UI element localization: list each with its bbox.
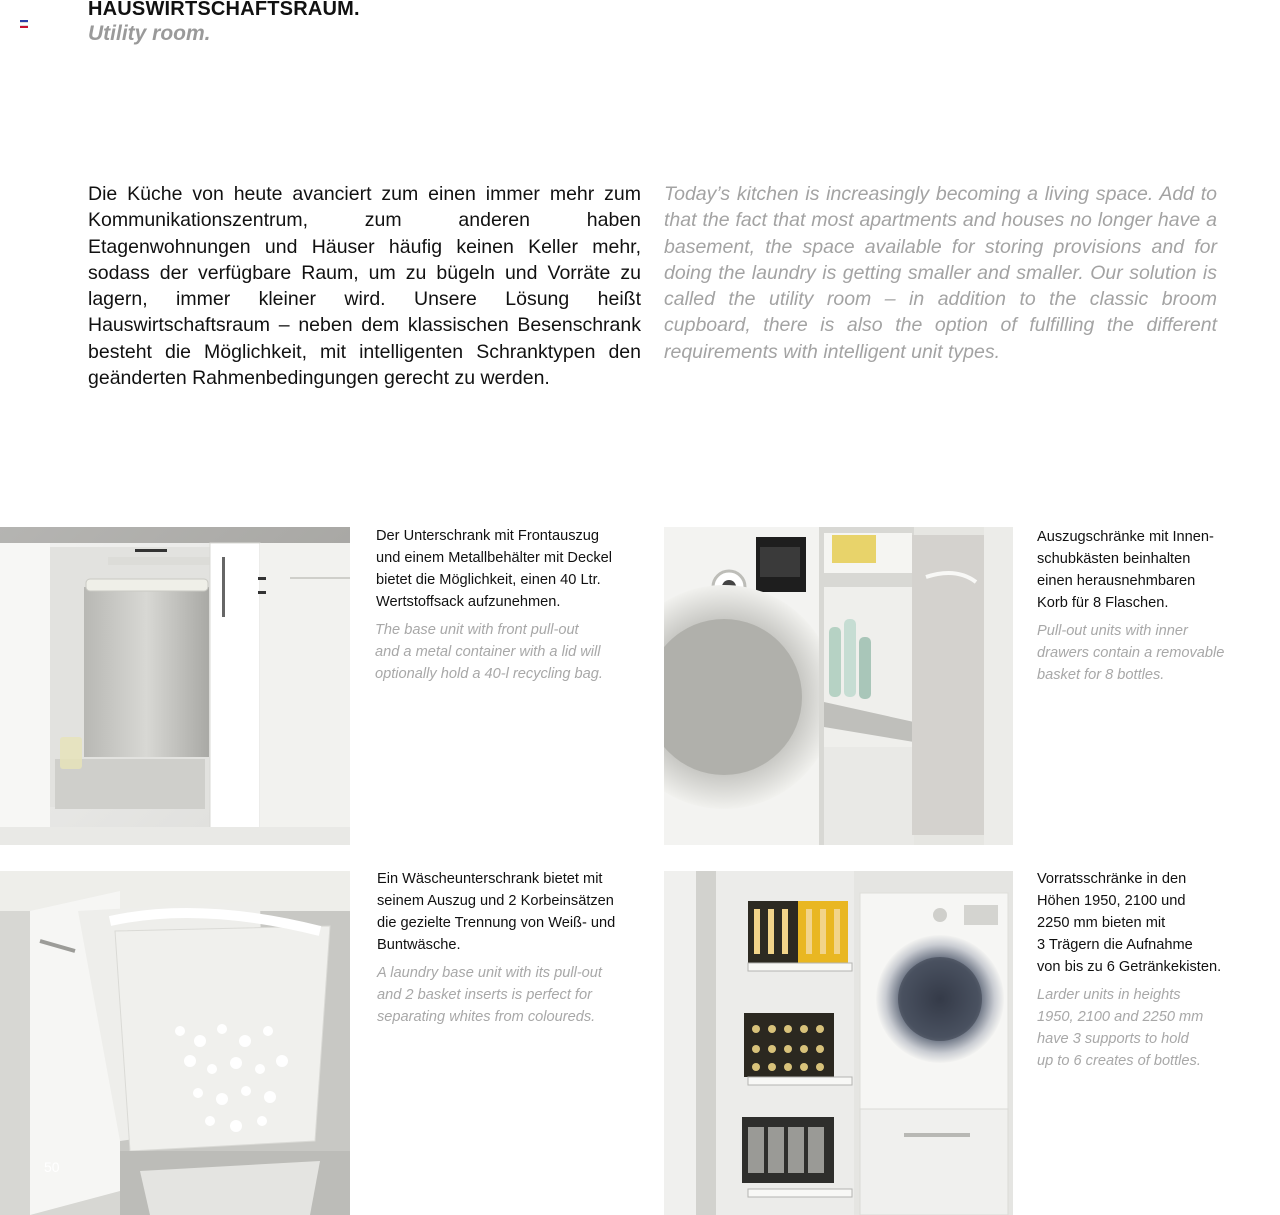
feature-4-text-german: Vorratsschränke in den Höhen 1950, 2100 und 2250 mm bieten mit 3 Trägern die Aufnahme von bis zu 6 Getränkekisten.	[1037, 871, 1222, 975]
page-subtitle: Utility room.	[88, 22, 211, 45]
feature-2-text-english: Pull-out units with inner drawers contain a removable basket for 8 bottles.	[1037, 623, 1225, 683]
feature-4-text-english: Larder units in heights 1950, 2100 and 2250 mm have 3 supports to hold up to 6 creates of bottles.	[1037, 987, 1204, 1069]
page-title: HAUSWIRTSCHAFTSRAUM.	[88, 0, 360, 20]
recycling-pullout-photo	[0, 527, 350, 845]
feature-1-text-german: Der Unterschrank mit Frontauszug und einem Metallbehälter mit Deckel bietet die Möglichkeit, einen 40 Ltr. Wertstoffsack aufzunehmen.	[376, 528, 613, 610]
feature-3-text-german: Ein Wäscheunterschrank bietet mit seinem Auszug und 2 Korbeinsätzen die gezielte Trennung von Weiß- und Buntwäsche.	[377, 871, 616, 953]
intro-text-english: Today’s kitchen is increasingly becoming a living space. Add to that the fact that most apartments and houses no longer have a basement, the space available for storing provisions and for doing the laundry is getting smaller and smaller. Our solution is called the utility room – in addition to the classic broom cupboard, there is also the option of fulfilling the different requirements with intelligent unit types.	[664, 183, 1217, 363]
feature-1-text-english: The base unit with front pull-out and a metal container with a lid will optionally hold a 40-l recycling bag.	[375, 622, 603, 682]
feature-2-text-german: Auszugschränke mit Innen- schubkästen beinhalten einen herausnehmbaren Korb für 8 Flaschen.	[1037, 529, 1214, 611]
language-flag-icon	[20, 20, 28, 26]
intro-text-german: Die Küche von heute avanciert zum einen immer mehr zum Kommunikationszentrum, zum anderen haben Etagenwohnungen und Häuser häufig keinen Keller mehr, sodass der verfügbare Raum, um zu bügeln und Vorräte zu lagern, immer kleiner wird. Unsere Lösung heißt Hauswirtschaftsraum – neben dem klassischen Besenschrank besteht die Möglichkeit, mit intelligenten Schranktypen den geänderten Rahmenbedingungen gerecht zu werden.	[88, 183, 641, 390]
feature-3-text-english: A laundry base unit with its pull-out and 2 basket inserts is perfect for separating whites from coloureds.	[377, 965, 602, 1025]
bottle-pullout-photo	[664, 527, 1013, 845]
page-number: 50	[44, 1159, 60, 1175]
larder-unit-photo	[664, 871, 1013, 1215]
